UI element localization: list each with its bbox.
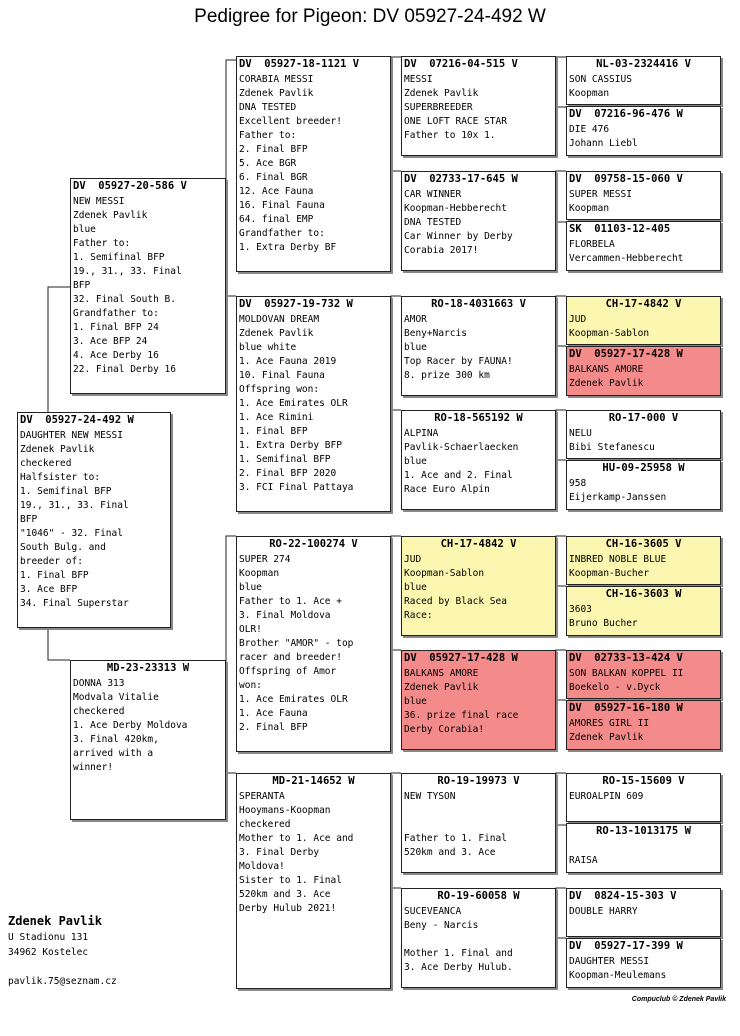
gen4-card[interactable]: [566, 823, 721, 873]
detail-line: Father to:: [239, 130, 297, 141]
mff-card[interactable]: [401, 536, 556, 636]
gen4-card[interactable]: [566, 773, 721, 822]
detail-line: 19., 31., 33. Final: [73, 266, 182, 277]
detail-line: [404, 933, 553, 947]
detail-line: Derby Hulub 2021!: [239, 903, 337, 914]
detail-line: South Bulg. and: [20, 542, 106, 553]
detail-line: Beny - Narcis: [404, 920, 479, 931]
pigeon-details: [402, 188, 555, 258]
detail-line: 1. Ace Derby Moldova: [73, 720, 188, 731]
detail-line: Mother to 1. Ace and: [239, 833, 354, 844]
detail-line: CAR WINNER: [404, 189, 462, 200]
detail-line: 1. Ace Rimini: [239, 412, 314, 423]
detail-line: BFP: [73, 280, 91, 291]
detail-line: 64. final EMP: [239, 214, 314, 225]
detail-line: EUROALPIN 609: [569, 791, 644, 802]
pigeon-details: [402, 790, 555, 860]
ring-number: RO-13-1013175 W: [596, 825, 691, 837]
detail-line: 2. Final BFP 2020: [239, 468, 337, 479]
subject-pigeon-card[interactable]: [17, 412, 171, 628]
detail-line: Grandfather to:: [73, 308, 159, 319]
detail-line: Zdenek Pavlik: [239, 88, 314, 99]
detail-line: 3. Ace BFP: [20, 584, 78, 595]
detail-line: Koopman: [569, 203, 610, 214]
detail-line: BALKANS AMORE: [569, 364, 644, 375]
detail-line: Grandfather to:: [239, 228, 325, 239]
detail-line: Pavlik-Schaerlaecken: [404, 442, 519, 453]
gen4-card[interactable]: [566, 296, 721, 345]
detail-line: RAISA: [569, 855, 598, 866]
detail-line: checkered: [239, 819, 291, 830]
pigeon-details: [567, 238, 720, 266]
detail-line: 1. Final BFP: [20, 570, 89, 581]
detail-line: 6. Final BGR: [239, 172, 308, 183]
ring-number: DV 05927-24-492 W: [20, 414, 134, 426]
detail-line: DNA TESTED: [239, 102, 297, 113]
detail-line: blue: [239, 582, 262, 593]
detail-line: OLR!: [239, 624, 262, 635]
detail-line: Race Euro Alpin: [404, 484, 490, 495]
pigeon-details: [402, 905, 555, 975]
detail-line: winner!: [73, 762, 114, 773]
detail-line: Derby Corabia!: [404, 724, 485, 735]
detail-line: Race:: [404, 610, 433, 621]
gen4-card[interactable]: [566, 536, 721, 585]
detail-line: 16. Final Fauna: [239, 200, 325, 211]
detail-line: 3. FCI Final Pattaya: [239, 482, 354, 493]
gen4-card[interactable]: [566, 586, 721, 636]
detail-line: SUPER MESSI: [569, 189, 632, 200]
detail-line: Zdenek Pavlik: [404, 88, 479, 99]
ring-number: CH-16-3605 V: [605, 538, 682, 550]
ring-number: RO-15-15609 V: [602, 775, 685, 787]
detail-line: [569, 840, 718, 854]
detail-line: 1. Ace Fauna 2019: [239, 356, 337, 367]
detail-line: blue: [404, 582, 427, 593]
pigeon-details: [71, 677, 225, 775]
detail-line: 5. Ace BGR: [239, 158, 297, 169]
detail-line: 1. Ace Emirates OLR: [239, 398, 348, 409]
detail-line: DOUBLE HARRY: [569, 906, 638, 917]
detail-line: Bibi Stefanescu: [569, 442, 655, 453]
detail-line: Zdenek Pavlik: [239, 328, 314, 339]
pigeon-details: [237, 553, 390, 735]
detail-line: 32. Final South B.: [73, 294, 176, 305]
pigeon-details: [567, 313, 720, 341]
pigeon-details: [567, 188, 720, 216]
detail-line: 3. Final Moldova: [239, 610, 331, 621]
detail-line: SON CASSIUS: [569, 74, 632, 85]
detail-line: Father to 1. Final: [404, 833, 507, 844]
ffm-card[interactable]: [401, 171, 556, 271]
detail-line: Johann Liebl: [569, 138, 638, 149]
detail-line: breeder of:: [20, 556, 83, 567]
detail-line: Sister to 1. Final: [239, 875, 342, 886]
detail-line: Zdenek Pavlik: [569, 378, 644, 389]
ring-number: RO-17-000 V: [608, 412, 679, 424]
detail-line: 34. Final Superstar: [20, 598, 129, 609]
detail-line: BFP: [20, 514, 38, 525]
pigeon-details: [237, 313, 390, 495]
detail-line: NEW MESSI: [73, 196, 125, 207]
ring-number: DV 07216-96-476 W: [569, 108, 683, 120]
ring-number: DV 02733-17-645 W: [404, 173, 518, 185]
detail-line: 2. Final BFP: [239, 722, 308, 733]
ring-number: SK 01103-12-405: [569, 223, 671, 235]
detail-line: [404, 818, 553, 832]
gen4-card[interactable]: [566, 938, 721, 988]
detail-line: Offspring of Amor: [239, 666, 337, 677]
detail-line: Zdenek Pavlik: [569, 732, 644, 743]
detail-line: Koopman-Sablon: [569, 328, 650, 339]
detail-line: DNA TESTED: [404, 217, 462, 228]
detail-line: 10. Final Fauna: [239, 370, 325, 381]
ring-number: CH-17-4842 V: [440, 538, 517, 550]
detail-line: 2. Final BFP: [239, 144, 308, 155]
detail-line: Father to 1. Ace +: [239, 596, 342, 607]
detail-line: Offspring won:: [239, 384, 320, 395]
detail-line: arrived with a: [73, 748, 154, 759]
mfm-card[interactable]: [401, 650, 556, 750]
gen4-card[interactable]: [566, 221, 721, 271]
pigeon-details: [402, 73, 555, 143]
father-father-card[interactable]: [236, 56, 391, 272]
pigeon-details: [567, 840, 720, 868]
pigeon-details: [567, 553, 720, 581]
detail-line: Eijerkamp-Janssen: [569, 492, 667, 503]
ring-number: DV 05927-17-428 W: [569, 348, 683, 360]
detail-line: Zdenek Pavlik: [404, 682, 479, 693]
breeder-city: 34962 Kostelec: [8, 947, 89, 958]
pigeon-details: [567, 955, 720, 983]
detail-line: AMOR: [404, 314, 427, 325]
pigeon-details: [567, 123, 720, 151]
detail-line: SON BALKAN KOPPEL II: [569, 668, 684, 679]
ring-number: DV 05927-18-1121 V: [239, 58, 360, 70]
mmm-card[interactable]: [401, 888, 556, 988]
gen4-card[interactable]: [566, 650, 721, 699]
detail-line: blue: [404, 456, 427, 467]
detail-line: Koopman: [569, 88, 610, 99]
detail-line: 3. Ace Derby Hulub.: [404, 962, 513, 973]
detail-line: 3. Ace BFP 24: [73, 336, 148, 347]
detail-line: Raced by Black Sea: [404, 596, 507, 607]
detail-line: Moldova!: [239, 861, 285, 872]
detail-line: JUD: [569, 314, 587, 325]
detail-line: 36. prize final race: [404, 710, 519, 721]
detail-line: 1. Ace Emirates OLR: [239, 694, 348, 705]
detail-line: 1. Semifinal BFP: [239, 454, 331, 465]
detail-line: Beny+Narcis: [404, 328, 467, 339]
detail-line: Halfsister to:: [20, 472, 101, 483]
detail-line: Boekelo - v.Dyck: [569, 682, 661, 693]
detail-line: SUCEVEANCA: [404, 906, 462, 917]
father-card[interactable]: [70, 178, 226, 394]
mmf-card[interactable]: [401, 773, 556, 873]
gen4-card[interactable]: [566, 888, 721, 937]
detail-line: blue white: [239, 342, 297, 353]
ring-number: HU-09-25958 W: [602, 462, 685, 474]
ring-number: MD-21-14652 W: [272, 775, 355, 787]
pigeon-details: [567, 790, 720, 818]
detail-line: 1. Semifinal BFP: [73, 252, 165, 263]
ring-number: DV 05927-16-180 W: [569, 702, 683, 714]
detail-line: 958: [569, 478, 587, 489]
detail-line: 520km and 3. Ace: [239, 889, 331, 900]
detail-line: [569, 804, 718, 818]
detail-line: Modvala Vitalie: [73, 692, 159, 703]
fff-card[interactable]: [401, 56, 556, 156]
detail-line: Koopman-Hebberecht: [404, 203, 507, 214]
pigeon-details: [402, 553, 555, 623]
breeder-street: U Stadionu 131: [8, 932, 89, 943]
gen4-card[interactable]: [566, 700, 721, 750]
ring-number: DV 0824-15-303 V: [569, 890, 677, 902]
detail-line: BALKANS AMORE: [404, 668, 479, 679]
ring-number: NL-03-2324416 V: [596, 58, 691, 70]
pigeon-details: [71, 195, 225, 377]
pigeon-details: [402, 313, 555, 383]
detail-line: CORABIA MESSI: [239, 74, 314, 85]
pigeon-details: [402, 427, 555, 497]
detail-line: NELU: [569, 428, 592, 439]
detail-line: 1. Ace and 2. Final: [404, 470, 513, 481]
pigeon-details: [567, 717, 720, 745]
detail-line: Zdenek Pavlik: [73, 210, 148, 221]
detail-line: ONE LOFT RACE STAR: [404, 116, 507, 127]
pigeon-details: [567, 905, 720, 933]
detail-line: Hooymans-Koopman: [239, 805, 331, 816]
detail-line: 3. Final Derby: [239, 847, 320, 858]
ring-number: MD-23-23313 W: [106, 662, 190, 674]
pigeon-details: [237, 790, 390, 916]
pigeon-details: [567, 73, 720, 101]
detail-line: 1. Final BFP: [239, 426, 308, 437]
pigeon-details: [237, 73, 390, 255]
breeder-name: Zdenek Pavlik: [8, 914, 102, 928]
detail-line: won:: [239, 680, 262, 691]
detail-line: NEW TYSON: [404, 791, 456, 802]
father-mother-card[interactable]: [236, 296, 391, 512]
detail-line: 1. Ace Fauna: [239, 708, 308, 719]
detail-line: AMORES GIRL II: [569, 718, 650, 729]
pigeon-details: [567, 363, 720, 391]
detail-line: Father to:: [73, 238, 131, 249]
gen4-card[interactable]: [566, 56, 721, 105]
detail-line: 1. Semifinal BFP: [20, 486, 112, 497]
ring-number: DV 05927-17-399 W: [569, 940, 683, 952]
ring-number: DV 05927-17-428 W: [404, 652, 518, 664]
detail-line: 1. Extra Derby BFP: [239, 440, 342, 451]
detail-line: Brother "AMOR" - top: [239, 638, 354, 649]
pigeon-details: [402, 667, 555, 737]
ring-number: RO-19-60058 W: [437, 890, 520, 902]
detail-line: 4. Ace Derby 16: [73, 350, 159, 361]
detail-line: blue: [404, 696, 427, 707]
page-title: Pedigree for Pigeon: DV 05927-24-492 W: [194, 6, 546, 27]
detail-line: 520km and 3. Ace: [404, 847, 496, 858]
detail-line: Car Winner by Derby: [404, 231, 513, 242]
gen4-card[interactable]: [566, 410, 721, 459]
detail-line: DAUGHTER NEW MESSI: [20, 430, 123, 441]
detail-line: MESSI: [404, 74, 433, 85]
ring-number: CH-17-4842 V: [605, 298, 682, 310]
ring-number: DV 02733-13-424 V: [569, 652, 683, 664]
gen4-card[interactable]: [566, 171, 721, 220]
detail-line: Father to 10x 1.: [404, 130, 496, 141]
detail-line: Koopman-Sablon: [404, 568, 485, 579]
detail-line: Zdenek Pavlik: [20, 444, 95, 455]
mother-mother-card[interactable]: [236, 773, 391, 989]
ring-number: DV 05927-20-586 V: [73, 180, 187, 192]
detail-line: Excellent breeder!: [239, 116, 342, 127]
pigeon-details: [567, 667, 720, 695]
detail-line: 1. Final BFP 24: [73, 322, 159, 333]
ring-number: CH-16-3603 W: [605, 588, 682, 600]
ring-number: DV 07216-04-515 V: [404, 58, 518, 70]
pigeon-details: [567, 427, 720, 455]
detail-line: checkered: [20, 458, 72, 469]
detail-line: Bruno Bucher: [569, 618, 638, 629]
detail-line: SPERANTA: [239, 791, 285, 802]
detail-line: Mother 1. Final and: [404, 948, 513, 959]
footer-credit: Compuclub © Zdenek Pavlik: [631, 996, 726, 1003]
detail-line: SUPERBREEDER: [404, 102, 473, 113]
detail-line: DAUGHTER MESSI: [569, 956, 650, 967]
pigeon-details: [567, 603, 720, 631]
pigeon-details: [567, 477, 720, 505]
detail-line: JUD: [404, 554, 422, 565]
mother-father-card[interactable]: [236, 536, 391, 752]
detail-line: Corabia 2017!: [404, 245, 479, 256]
ring-number: DV 05927-19-732 W: [239, 298, 353, 310]
detail-line: Top Racer by FAUNA!: [404, 356, 513, 367]
gen4-card[interactable]: [566, 346, 721, 396]
detail-line: INBRED NOBLE BLUE: [569, 554, 667, 565]
detail-line: DIE 476: [569, 124, 610, 135]
detail-line: Koopman: [239, 568, 280, 579]
ring-number: RO-19-19973 V: [437, 775, 520, 787]
detail-line: 22. Final Derby 16: [73, 364, 176, 375]
detail-line: 19., 31., 33. Final: [20, 500, 129, 511]
breeder-info: [8, 912, 117, 989]
detail-line: 8. prize 300 km: [404, 370, 490, 381]
detail-line: racer and breeder!: [239, 652, 342, 663]
ring-number: DV 09758-15-060 V: [569, 173, 683, 185]
pigeon-details: [18, 429, 170, 611]
detail-line: ALPINA: [404, 428, 439, 439]
detail-line: SUPER 274: [239, 554, 291, 565]
ring-number: RO-18-565192 W: [434, 412, 523, 424]
detail-line: [569, 919, 718, 933]
fmf-card[interactable]: [401, 296, 556, 396]
detail-line: 1. Extra Derby BF: [239, 242, 337, 253]
detail-line: Koopman-Meulemans: [569, 970, 667, 981]
ring-number: RO-18-4031663 V: [431, 298, 526, 310]
detail-line: blue: [404, 342, 427, 353]
detail-line: DONNA 313: [73, 678, 125, 689]
fmm-card[interactable]: [401, 410, 556, 510]
gen4-card[interactable]: [566, 460, 721, 510]
detail-line: blue: [73, 224, 96, 235]
detail-line: Koopman-Bucher: [569, 568, 650, 579]
detail-line: Vercammen-Hebberecht: [569, 253, 684, 264]
detail-line: [404, 804, 553, 818]
detail-line: 12. Ace Fauna: [239, 186, 314, 197]
detail-line: FLORBELA: [569, 239, 615, 250]
mother-card[interactable]: [70, 660, 226, 820]
detail-line: "1046" - 32. Final: [20, 528, 123, 539]
ring-number: RO-22-100274 V: [269, 538, 358, 550]
breeder-email[interactable]: pavlik.75@seznam.cz: [8, 976, 117, 987]
detail-line: 3603: [569, 604, 592, 615]
gen4-card[interactable]: [566, 106, 721, 156]
detail-line: MOLDOVAN DREAM: [239, 314, 320, 325]
detail-line: 3. Final 420km,: [73, 734, 159, 745]
detail-line: checkered: [73, 706, 125, 717]
